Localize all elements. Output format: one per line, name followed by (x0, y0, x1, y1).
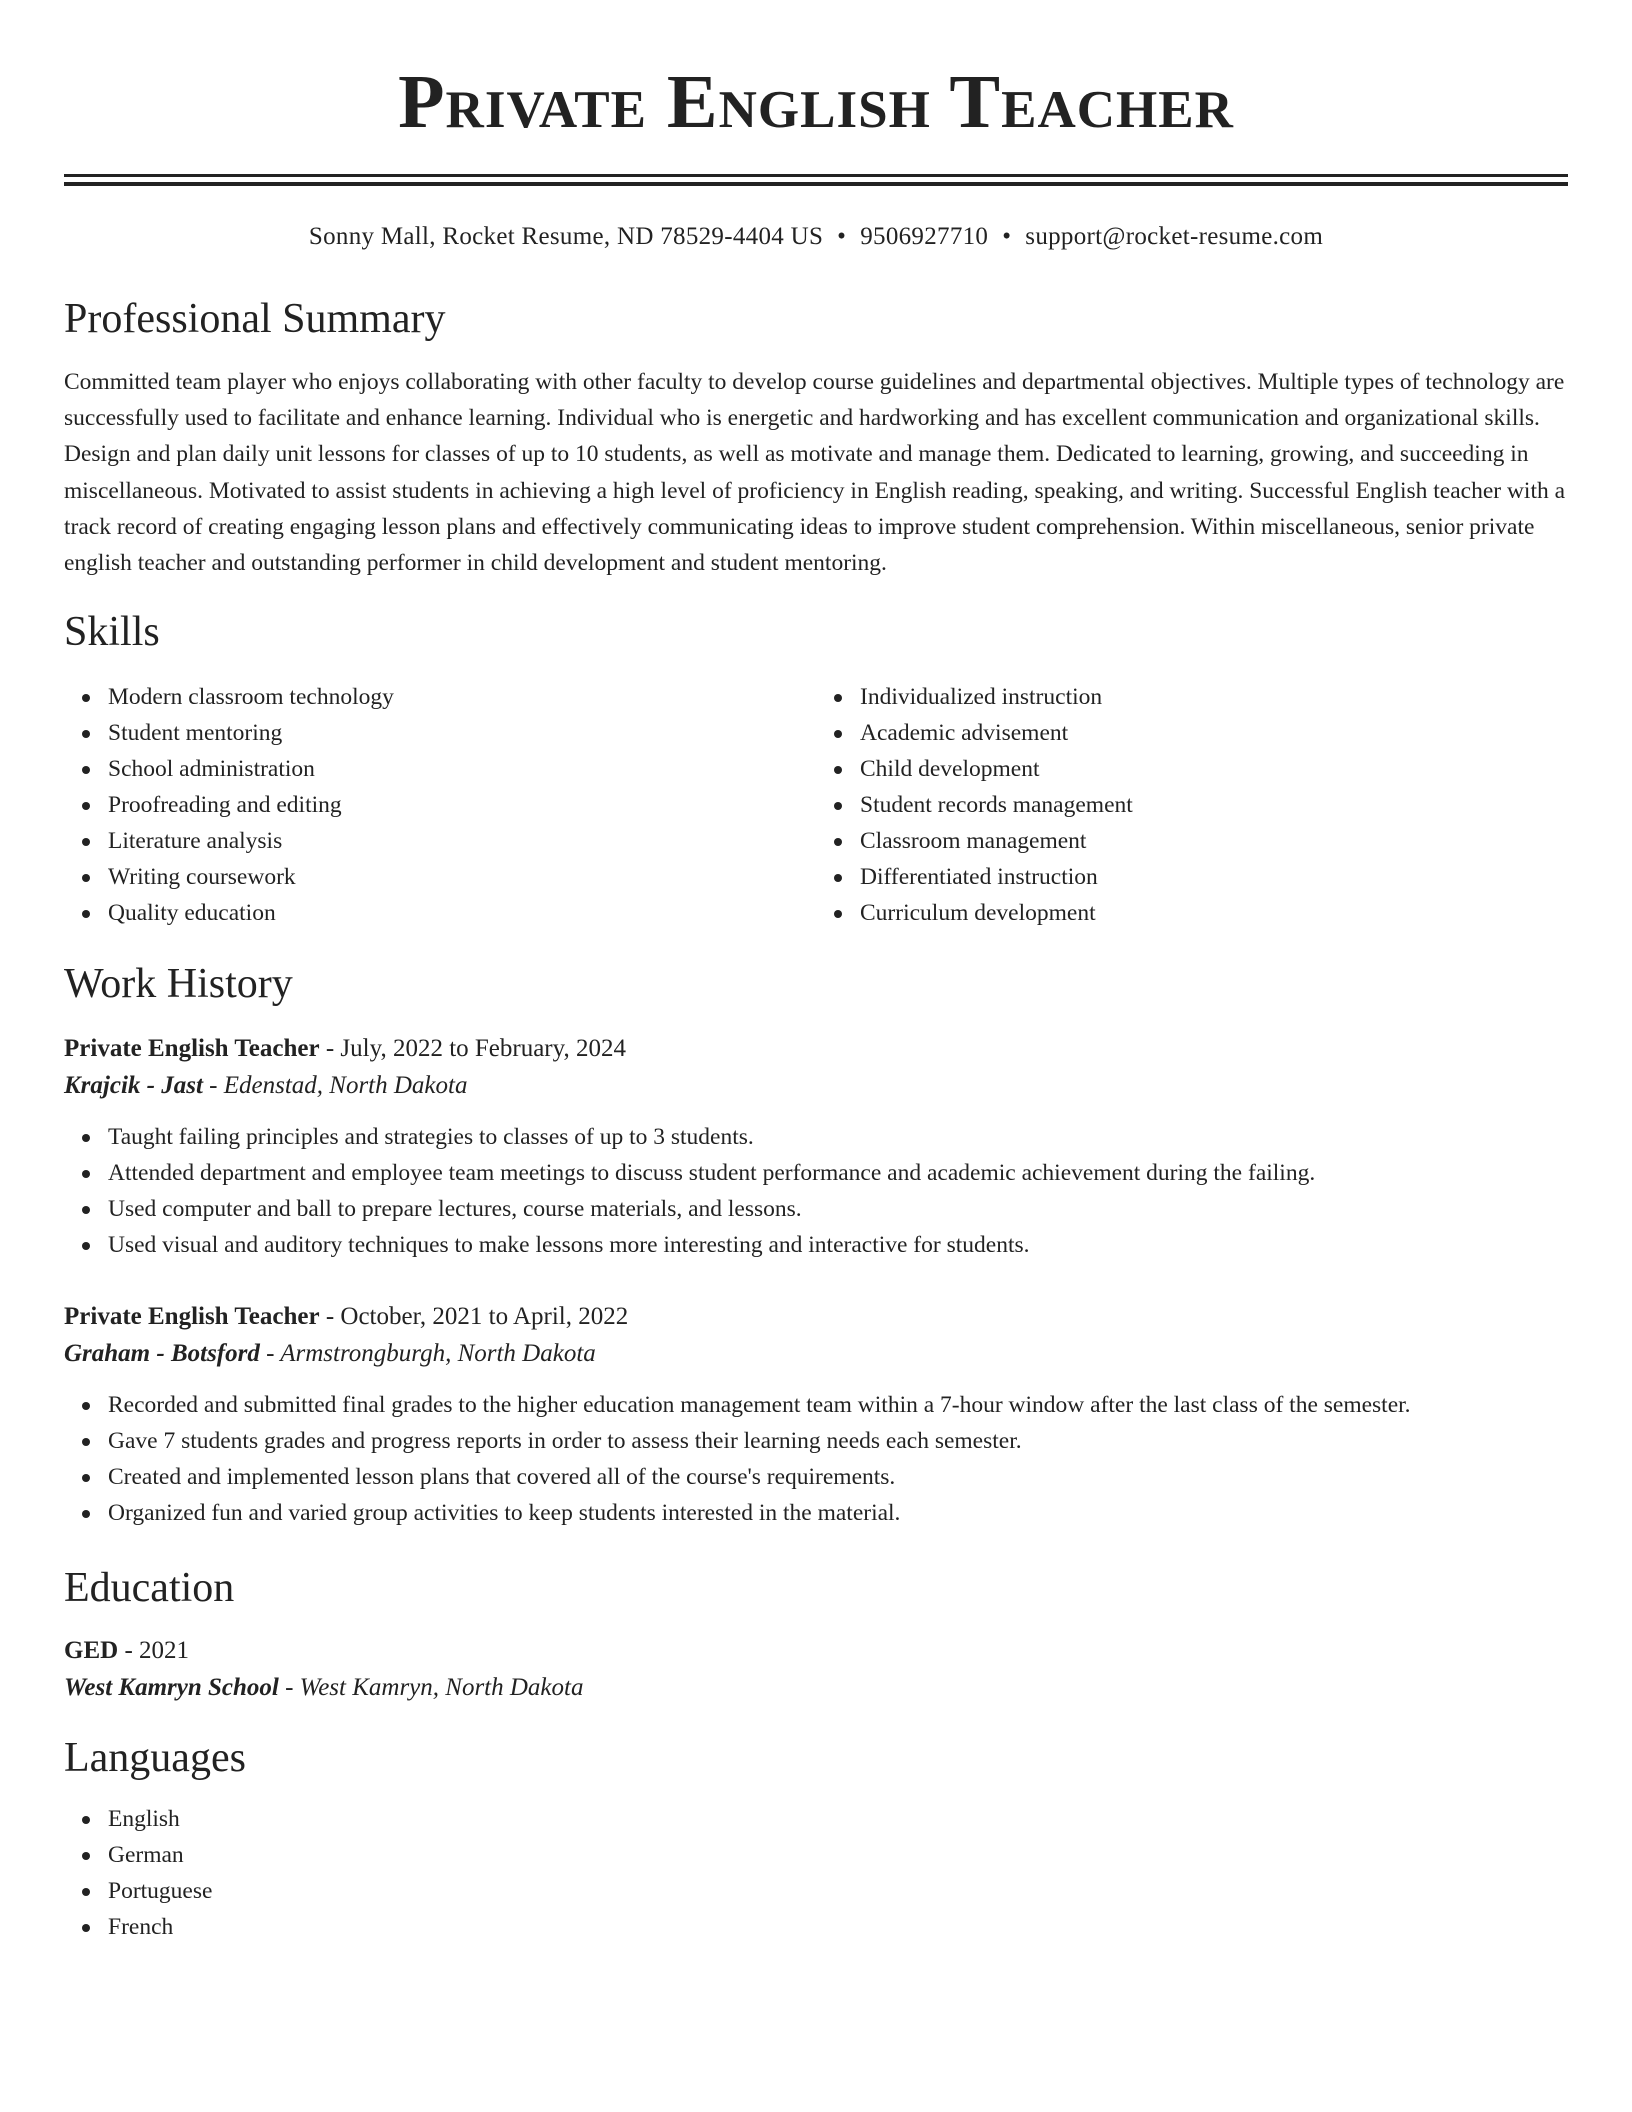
skill-item: Curriculum development (860, 895, 1568, 931)
job-duty: Created and implemented lesson plans that covered all of the course's requirements. (108, 1459, 1568, 1495)
job-duties-list (64, 1387, 1568, 1531)
skill-item: Quality education (108, 895, 816, 931)
job-location: - Edenstad, North Dakota (202, 1072, 468, 1100)
job-duty: Gave 7 students grades and progress reports in order to assess their learning needs each semester. (108, 1423, 1568, 1459)
contact-separator: • (837, 223, 847, 250)
job-title: Private English Teacher (64, 1303, 320, 1331)
skill-item: Academic advisement (860, 715, 1568, 751)
skill-item: Differentiated instruction (860, 859, 1568, 895)
job-company: Graham - Botsford (64, 1340, 260, 1368)
skill-item: Child development (860, 751, 1568, 787)
skill-item: Student records management (860, 787, 1568, 823)
contact-email: support@rocket-resume.com (1025, 223, 1324, 250)
title-divider-top (64, 174, 1568, 177)
skill-item: Proofreading and editing (108, 787, 816, 823)
languages-list (64, 1801, 1568, 1945)
skill-item: Writing coursework (108, 859, 816, 895)
job-entry (64, 1299, 1568, 1531)
job-duties-list (64, 1119, 1568, 1263)
job-duty: Organized fun and varied group activities to keep students interested in the material. (108, 1495, 1568, 1531)
summary-heading: Professional Summary (64, 296, 446, 342)
skill-item: Modern classroom technology (108, 679, 816, 715)
skill-item: School administration (108, 751, 816, 787)
contact-address: Sonny Mall, Rocket Resume, ND 78529-4404 US (308, 223, 824, 250)
skill-item: Student mentoring (108, 715, 816, 751)
skill-item: Literature analysis (108, 823, 816, 859)
job-duty: Used visual and auditory techniques to make lessons more interesting and interactive for students. (108, 1227, 1568, 1263)
contact-separator: • (1002, 223, 1012, 250)
job-duty: Taught failing principles and strategies to classes of up to 3 students. (108, 1119, 1568, 1155)
skills-grid (64, 679, 1568, 931)
skills-column-right (816, 679, 1568, 931)
languages-heading: Languages (64, 1735, 246, 1782)
summary-text: Committed team player who enjoys collaborating with other faculty to develop course guidelines and departmental objectives. Multiple types of technology are successfully used to facilitate and enhance learning. Individual who is energetic and hardworking and has excellent communication and organizational skills. Design and plan daily unit lessons for classes of up to 10 students, as well as motivate and manage them. Dedicated to learning, growing, and succeeding in miscellaneous. Motivated to assist students in achieving a high level of proficiency in English reading, speaking, and writing. Successful English teacher with a track record of creating engaging lesson plans and effectively communicating ideas to improve student comprehension. Within miscellaneous, senior private english teacher and outstanding performer in child development and student mentoring. (64, 369, 1566, 577)
school-name: West Kamryn School (64, 1674, 279, 1702)
language-item: Portuguese (108, 1873, 1568, 1909)
education-entry (64, 1633, 1568, 1707)
job-company-line (64, 1067, 1568, 1105)
job-duty: Used computer and ball to prepare lectures, course materials, and lessons. (108, 1191, 1568, 1227)
title-divider-bottom (64, 182, 1568, 186)
language-item: English (108, 1801, 1568, 1837)
language-item: German (108, 1837, 1568, 1873)
skill-item: Individualized instruction (860, 679, 1568, 715)
skills-heading: Skills (64, 609, 160, 656)
job-title: Private English Teacher (64, 1035, 320, 1063)
contact-line (64, 222, 1568, 252)
language-item: French (108, 1909, 1568, 1945)
education-heading: Education (64, 1565, 235, 1612)
job-dates: - October, 2021 to April, 2022 (319, 1303, 629, 1331)
work-history-heading: Work History (64, 961, 293, 1008)
degree-line (64, 1633, 1568, 1669)
job-location: - Armstrongburgh, North Dakota (259, 1340, 596, 1368)
degree-year: - 2021 (118, 1637, 190, 1665)
contact-phone: 9506927710 (860, 223, 989, 250)
school-line (64, 1669, 1568, 1707)
skill-item: Classroom management (860, 823, 1568, 859)
school-location: - West Kamryn, North Dakota (278, 1674, 584, 1702)
degree: GED (64, 1637, 119, 1665)
job-dates: - July, 2022 to February, 2024 (319, 1035, 627, 1063)
job-title-line (64, 1031, 1568, 1067)
skills-column-left (64, 679, 816, 931)
job-company-line (64, 1335, 1568, 1373)
job-company: Krajcik - Jast (64, 1072, 203, 1100)
job-title-line (64, 1299, 1568, 1335)
page-title: Private English Teacher (398, 60, 1234, 144)
job-duty: Recorded and submitted final grades to the higher education management team within a 7-hour window after the last class of the semester. (108, 1387, 1568, 1423)
job-duty: Attended department and employee team meetings to discuss student performance and academic achievement during the failing. (108, 1155, 1568, 1191)
job-entry (64, 1031, 1568, 1263)
